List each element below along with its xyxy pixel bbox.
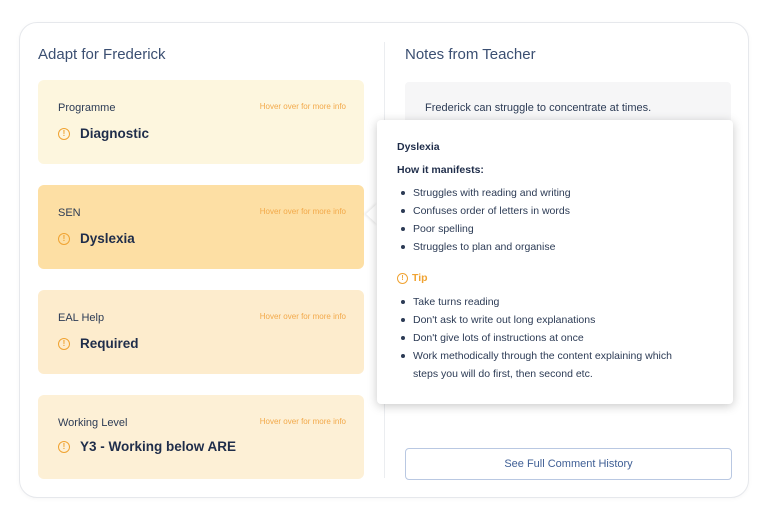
warning-circle-icon: !	[58, 441, 70, 453]
working-level-card[interactable]	[38, 395, 364, 479]
hover-hint: Hover over for more info	[259, 102, 346, 111]
see-full-comment-history-button[interactable]: See Full Comment History	[405, 448, 732, 480]
tip-heading-text: Tip	[412, 272, 428, 284]
dyslexia-tooltip	[377, 120, 733, 404]
list-item: Don't give lots of instructions at once	[399, 329, 699, 347]
card-value	[58, 439, 236, 454]
warning-circle-icon: !	[58, 233, 70, 245]
warning-circle-icon: !	[58, 338, 70, 350]
adapt-title: Adapt for Frederick	[38, 46, 166, 63]
list-item: Confuses order of letters in words	[399, 202, 571, 220]
card-value-text: Dyslexia	[80, 231, 135, 246]
card-value-text: Required	[80, 336, 139, 351]
card-value	[58, 231, 135, 246]
programme-card[interactable]	[38, 80, 364, 164]
warning-circle-icon: !	[397, 273, 408, 284]
warning-circle-icon: !	[58, 128, 70, 140]
hover-hint: Hover over for more info	[259, 207, 346, 216]
card-label: SEN	[58, 207, 81, 219]
card-value	[58, 126, 149, 141]
tip-heading	[397, 272, 428, 284]
notes-title: Notes from Teacher	[405, 46, 536, 63]
card-label: Working Level	[58, 417, 128, 429]
tooltip-title: Dyslexia	[397, 141, 440, 153]
list-item: Work methodically through the content explaining which steps you will do first, then second etc.	[399, 347, 699, 383]
eal-help-card[interactable]	[38, 290, 364, 374]
card-value-text: Diagnostic	[80, 126, 150, 141]
list-item: Struggles to plan and organise	[399, 238, 571, 256]
manifests-list	[399, 184, 571, 256]
hover-hint: Hover over for more info	[259, 417, 346, 426]
list-item: Don't ask to write out long explanations	[399, 311, 699, 329]
note-text: Frederick can struggle to concentrate at times.	[425, 102, 652, 114]
sen-card[interactable]	[38, 185, 364, 269]
list-item: Poor spelling	[399, 220, 571, 238]
manifests-heading: How it manifests:	[397, 164, 484, 176]
card-value-text: Y3 - Working below ARE	[80, 439, 237, 454]
list-item: Take turns reading	[399, 293, 699, 311]
tips-list	[399, 293, 699, 383]
list-item: Struggles with reading and writing	[399, 184, 571, 202]
card-label: EAL Help	[58, 312, 105, 324]
card-value	[58, 336, 139, 351]
card-label: Programme	[58, 102, 116, 114]
hover-hint: Hover over for more info	[259, 312, 346, 321]
